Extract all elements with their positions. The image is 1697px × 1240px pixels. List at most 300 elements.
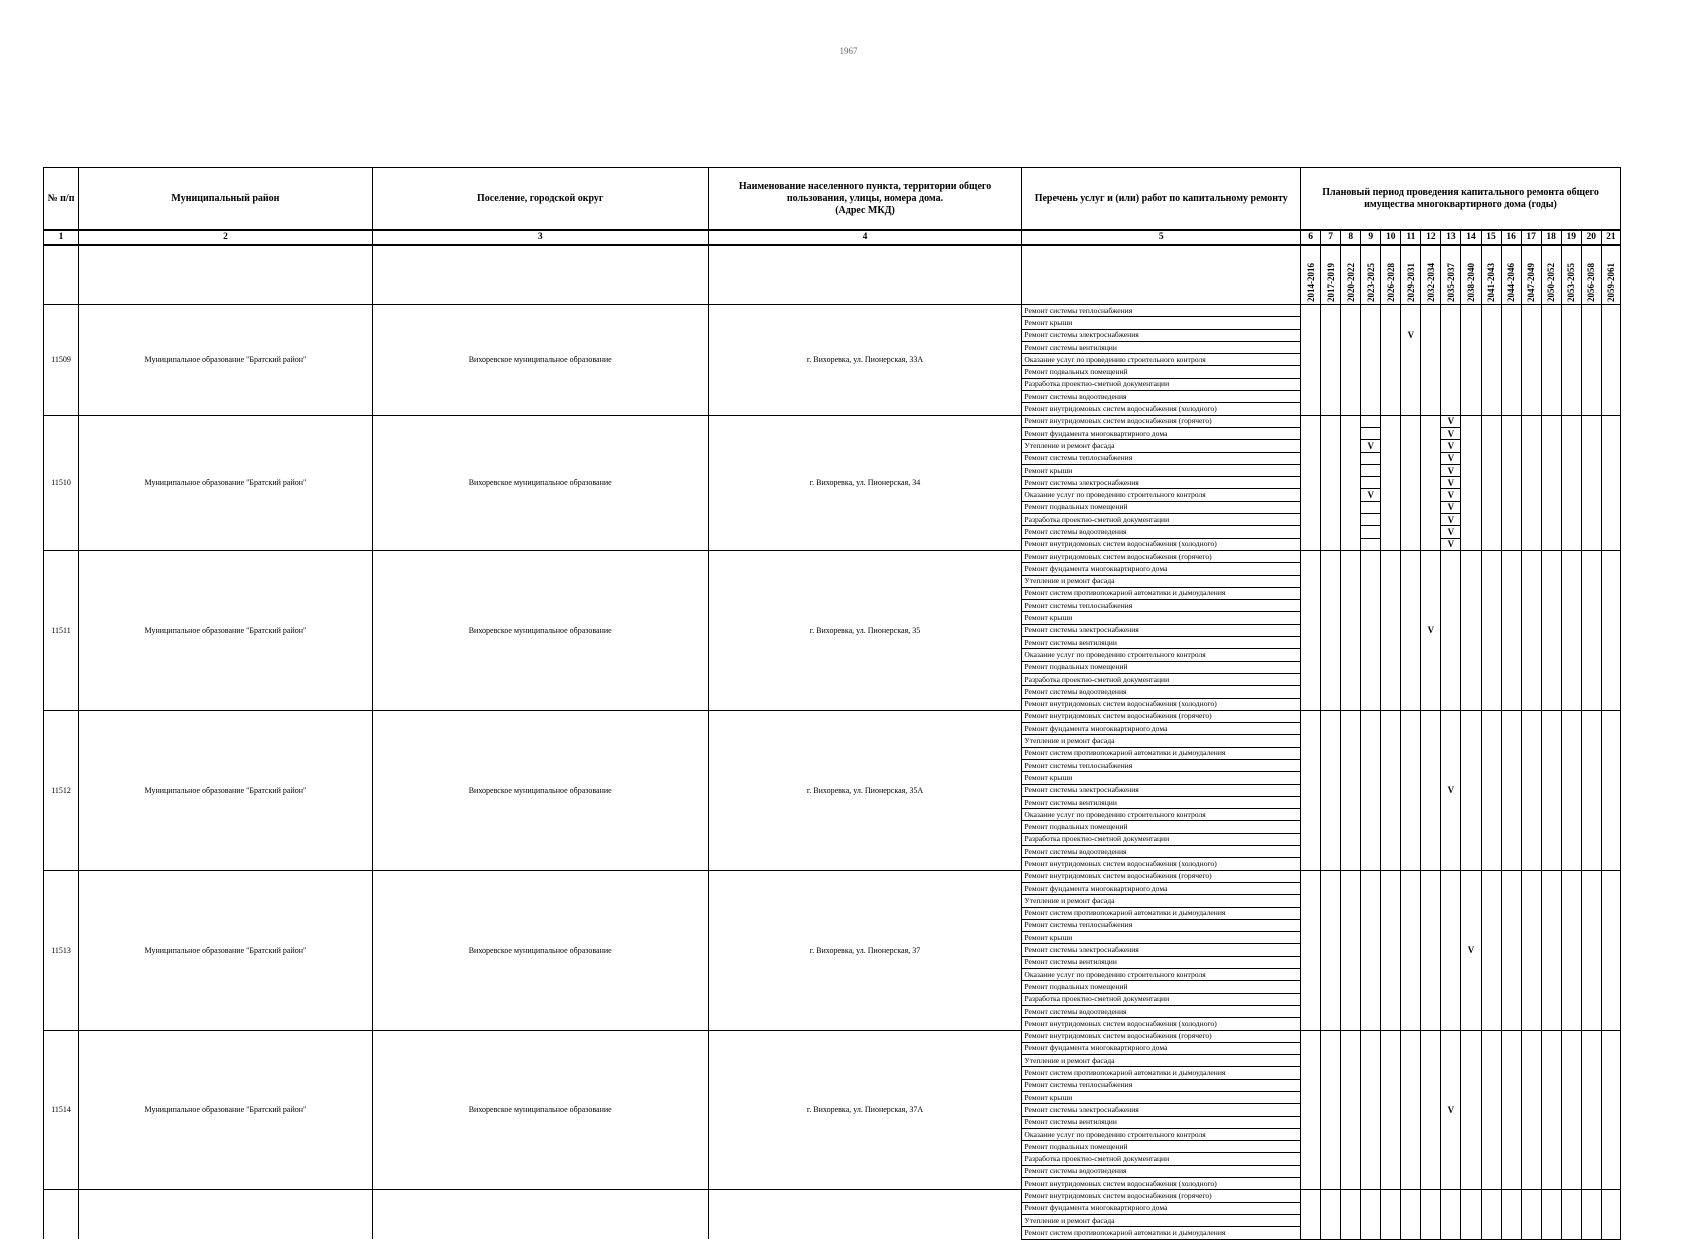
schedule-cell bbox=[1441, 1030, 1461, 1042]
schedule-cell bbox=[1421, 944, 1441, 956]
schedule-cell bbox=[1421, 772, 1441, 784]
schedule-cell bbox=[1481, 575, 1501, 587]
schedule-cell bbox=[1581, 882, 1601, 894]
schedule-cell bbox=[1341, 932, 1361, 944]
schedule-cell bbox=[1421, 1067, 1441, 1079]
repair-work-item: Оказание услуг по проведению строительного контроля bbox=[1022, 649, 1301, 661]
schedule-cell bbox=[1461, 329, 1481, 341]
schedule-cell bbox=[1501, 538, 1521, 550]
schedule-cell bbox=[1481, 833, 1501, 845]
schedule-cell bbox=[1401, 354, 1421, 366]
schedule-cell bbox=[1421, 477, 1441, 489]
schedule-cell bbox=[1461, 1042, 1481, 1054]
schedule-cell bbox=[1601, 575, 1620, 587]
schedule-cell bbox=[1461, 772, 1481, 784]
schedule-cell bbox=[1501, 1104, 1521, 1116]
schedule-cell bbox=[1521, 747, 1541, 759]
schedule-cell bbox=[1501, 1067, 1521, 1079]
schedule-cell bbox=[1501, 563, 1521, 575]
schedule-cell bbox=[1541, 833, 1561, 845]
schedule-cell bbox=[1421, 354, 1441, 366]
schedule-cell bbox=[1381, 1005, 1401, 1017]
schedule-cell bbox=[1401, 440, 1421, 452]
schedule-cell bbox=[1341, 514, 1361, 526]
schedule-cell bbox=[1541, 1165, 1561, 1177]
schedule-cell bbox=[1381, 969, 1401, 981]
schedule-cell bbox=[1501, 341, 1521, 353]
schedule-cell bbox=[1541, 1042, 1561, 1054]
schedule-cell bbox=[1581, 600, 1601, 612]
schedule-cell bbox=[1381, 415, 1401, 427]
schedule-cell bbox=[1561, 846, 1581, 858]
schedule-cell bbox=[1381, 1153, 1401, 1165]
schedule-cell bbox=[1321, 1165, 1341, 1177]
schedule-cell bbox=[1481, 1178, 1501, 1190]
schedule-cell bbox=[1381, 1067, 1401, 1079]
column-number: 16 bbox=[1501, 230, 1521, 245]
schedule-cell bbox=[1581, 415, 1601, 427]
schedule-cell bbox=[1481, 723, 1501, 735]
schedule-cell bbox=[1421, 624, 1441, 636]
schedule-cell bbox=[1301, 415, 1321, 427]
schedule-cell bbox=[1361, 1153, 1381, 1165]
schedule-cell bbox=[1321, 710, 1341, 722]
schedule-cell bbox=[1321, 895, 1341, 907]
schedule-cell bbox=[1381, 1104, 1401, 1116]
schedule-cell bbox=[1481, 587, 1501, 599]
schedule-cell bbox=[1461, 661, 1481, 673]
schedule-cell bbox=[1381, 661, 1401, 673]
schedule-cell bbox=[1461, 981, 1481, 993]
schedule-cell bbox=[1381, 956, 1401, 968]
repair-work-item: Ремонт системы теплоснабжения bbox=[1022, 759, 1301, 771]
schedule-cell bbox=[1601, 919, 1620, 931]
schedule-cell bbox=[1461, 673, 1481, 685]
schedule-cell bbox=[1401, 538, 1421, 550]
schedule-cell bbox=[1421, 698, 1441, 710]
schedule-cell bbox=[1341, 489, 1361, 501]
schedule-cell bbox=[1401, 341, 1421, 353]
page-number: 1967 bbox=[839, 46, 858, 56]
schedule-cell bbox=[1521, 538, 1541, 550]
schedule-cell bbox=[1361, 907, 1381, 919]
repair-work-item: Ремонт систем противопожарной автоматики и дымоудаления bbox=[1022, 907, 1301, 919]
schedule-cell bbox=[1461, 1005, 1481, 1017]
schedule-cell bbox=[1561, 477, 1581, 489]
schedule-cell bbox=[1521, 624, 1541, 636]
schedule-cell bbox=[1341, 1190, 1361, 1202]
schedule-cell bbox=[1321, 870, 1341, 882]
schedule-cell bbox=[1441, 526, 1461, 538]
schedule-cell bbox=[1341, 587, 1361, 599]
schedule-cell bbox=[1441, 1116, 1461, 1128]
repair-work-item: Ремонт внутридомовых систем водоснабжения (холодного) bbox=[1022, 538, 1301, 550]
repair-work-item: Разработка проектно-сметной документации bbox=[1022, 833, 1301, 845]
schedule-cell bbox=[1501, 1092, 1521, 1104]
schedule-cell bbox=[1321, 391, 1341, 403]
schedule-cell bbox=[1361, 526, 1381, 538]
schedule-cell bbox=[1321, 427, 1341, 439]
schedule-cell bbox=[1361, 341, 1381, 353]
schedule-cell bbox=[1341, 378, 1361, 390]
schedule-cell bbox=[1381, 895, 1401, 907]
schedule-cell bbox=[1481, 514, 1501, 526]
schedule-cell bbox=[1481, 1227, 1501, 1239]
schedule-cell bbox=[1561, 1202, 1581, 1214]
schedule-cell bbox=[1421, 575, 1441, 587]
schedule-cell bbox=[1301, 600, 1321, 612]
schedule-cell bbox=[1401, 600, 1421, 612]
schedule-cell bbox=[1561, 796, 1581, 808]
schedule-cell bbox=[1581, 563, 1601, 575]
repair-work-item: Утепление и ремонт фасада bbox=[1022, 1055, 1301, 1067]
schedule-cell bbox=[1421, 1018, 1441, 1030]
schedule-cell bbox=[1421, 329, 1441, 341]
column-number: 9 bbox=[1361, 230, 1381, 245]
schedule-cell bbox=[1441, 956, 1461, 968]
schedule-cell bbox=[1601, 1018, 1620, 1030]
schedule-cell bbox=[1601, 833, 1620, 845]
schedule-cell bbox=[1581, 1092, 1601, 1104]
schedule-cell bbox=[1521, 784, 1541, 796]
schedule-cell bbox=[1401, 710, 1421, 722]
schedule-cell bbox=[1581, 956, 1601, 968]
schedule-cell bbox=[1301, 858, 1321, 870]
schedule-cell bbox=[1441, 969, 1461, 981]
repair-work-item: Ремонт фундамента многоквартирного дома bbox=[1022, 723, 1301, 735]
schedule-cell bbox=[1501, 821, 1521, 833]
schedule-cell bbox=[1321, 969, 1341, 981]
schedule-cell bbox=[1361, 1141, 1381, 1153]
schedule-cell bbox=[1521, 698, 1541, 710]
schedule-cell bbox=[1301, 1190, 1321, 1202]
schedule-cell bbox=[1481, 1055, 1501, 1067]
schedule-cell bbox=[1561, 1128, 1581, 1140]
schedule-cell bbox=[1441, 784, 1461, 796]
schedule-cell bbox=[1581, 1018, 1601, 1030]
schedule-cell bbox=[1421, 1079, 1441, 1091]
schedule-cell bbox=[1581, 427, 1601, 439]
schedule-cell bbox=[1461, 1092, 1481, 1104]
schedule-cell bbox=[1341, 882, 1361, 894]
schedule-cell bbox=[1481, 747, 1501, 759]
schedule-cell bbox=[1561, 932, 1581, 944]
schedule-cell bbox=[1301, 305, 1321, 317]
year-period-label: 2053-2055 bbox=[1566, 263, 1577, 302]
schedule-cell bbox=[1401, 1141, 1421, 1153]
schedule-cell bbox=[1481, 526, 1501, 538]
schedule-cell bbox=[1581, 796, 1601, 808]
schedule-cell bbox=[1401, 1067, 1421, 1079]
header-address-line2: (Адрес МКД) bbox=[835, 204, 895, 216]
repair-work-item: Ремонт крыши bbox=[1022, 612, 1301, 624]
schedule-cell bbox=[1341, 735, 1361, 747]
schedule-cell bbox=[1541, 1202, 1561, 1214]
schedule-cell bbox=[1601, 944, 1620, 956]
schedule-cell bbox=[1401, 907, 1421, 919]
year-period-header bbox=[1521, 245, 1541, 305]
schedule-cell bbox=[1361, 1178, 1381, 1190]
schedule-cell bbox=[1601, 514, 1620, 526]
schedule-cell bbox=[1421, 1116, 1441, 1128]
repair-work-item: Разработка проектно-сметной документации bbox=[1022, 378, 1301, 390]
schedule-cell bbox=[1301, 563, 1321, 575]
schedule-cell bbox=[1601, 354, 1620, 366]
schedule-cell bbox=[1301, 538, 1321, 550]
schedule-cell bbox=[1321, 1030, 1341, 1042]
year-period-label: 2056-2058 bbox=[1586, 263, 1597, 302]
schedule-cell bbox=[1581, 354, 1601, 366]
column-number: 6 bbox=[1301, 230, 1321, 245]
repair-work-item: Ремонт внутридомовых систем водоснабжения (холодного) bbox=[1022, 1178, 1301, 1190]
schedule-cell bbox=[1421, 784, 1441, 796]
settlement-name: Вихоревское муниципальное образование bbox=[372, 870, 708, 1030]
schedule-cell bbox=[1541, 698, 1561, 710]
schedule-cell bbox=[1601, 735, 1620, 747]
schedule-cell bbox=[1561, 1018, 1581, 1030]
year-period-label: 2020-2022 bbox=[1345, 263, 1356, 302]
municipal-district: Муниципальное образование "Братский район" bbox=[79, 415, 373, 550]
schedule-cell bbox=[1461, 366, 1481, 378]
repair-work-item: Ремонт крыши bbox=[1022, 1092, 1301, 1104]
year-period-header bbox=[1561, 245, 1581, 305]
planned-mark: V bbox=[1447, 465, 1455, 476]
column-number: 3 bbox=[372, 230, 708, 245]
schedule-cell bbox=[1481, 1079, 1501, 1091]
schedule-cell bbox=[1521, 575, 1541, 587]
schedule-cell bbox=[1301, 698, 1321, 710]
schedule-cell bbox=[1361, 809, 1381, 821]
schedule-cell bbox=[1321, 341, 1341, 353]
schedule-cell bbox=[1381, 796, 1401, 808]
schedule-cell bbox=[1441, 624, 1461, 636]
schedule-cell bbox=[1381, 1178, 1401, 1190]
schedule-cell bbox=[1341, 919, 1361, 931]
schedule-cell bbox=[1561, 956, 1581, 968]
schedule-cell bbox=[1521, 1128, 1541, 1140]
schedule-cell bbox=[1541, 846, 1561, 858]
schedule-cell bbox=[1541, 1005, 1561, 1017]
schedule-cell bbox=[1541, 932, 1561, 944]
schedule-cell bbox=[1381, 723, 1401, 735]
schedule-cell bbox=[1401, 735, 1421, 747]
schedule-cell bbox=[1341, 1116, 1361, 1128]
schedule-cell bbox=[1481, 317, 1501, 329]
schedule-cell bbox=[1521, 686, 1541, 698]
schedule-cell bbox=[1361, 649, 1381, 661]
schedule-cell bbox=[1561, 1079, 1581, 1091]
year-period-header bbox=[1461, 245, 1481, 305]
schedule-cell bbox=[1361, 366, 1381, 378]
schedule-cell bbox=[1441, 846, 1461, 858]
schedule-cell bbox=[1401, 686, 1421, 698]
schedule-cell bbox=[1301, 723, 1321, 735]
year-period-header bbox=[1501, 245, 1521, 305]
schedule-cell bbox=[1581, 981, 1601, 993]
schedule-cell bbox=[1601, 772, 1620, 784]
schedule-cell bbox=[1441, 907, 1461, 919]
schedule-cell bbox=[1381, 550, 1401, 562]
schedule-cell bbox=[1341, 1055, 1361, 1067]
schedule-cell bbox=[1401, 514, 1421, 526]
schedule-cell bbox=[1501, 846, 1521, 858]
table-body bbox=[44, 305, 1621, 1240]
schedule-cell bbox=[1361, 477, 1381, 489]
schedule-cell bbox=[1601, 1202, 1620, 1214]
schedule-cell bbox=[1461, 686, 1481, 698]
schedule-cell bbox=[1541, 759, 1561, 771]
schedule-cell bbox=[1321, 464, 1341, 476]
settlement-name: Вихоревское муниципальное образование bbox=[372, 305, 708, 416]
schedule-cell bbox=[1421, 932, 1441, 944]
schedule-cell bbox=[1401, 1128, 1421, 1140]
schedule-cell bbox=[1341, 403, 1361, 415]
schedule-cell bbox=[1581, 317, 1601, 329]
schedule-cell bbox=[1541, 686, 1561, 698]
table-row bbox=[44, 415, 1621, 427]
schedule-cell bbox=[1381, 784, 1401, 796]
schedule-cell bbox=[1361, 1227, 1381, 1239]
schedule-cell bbox=[1541, 784, 1561, 796]
column-number: 15 bbox=[1481, 230, 1501, 245]
schedule-cell bbox=[1481, 784, 1501, 796]
schedule-cell bbox=[1421, 846, 1441, 858]
schedule-cell bbox=[1361, 1190, 1381, 1202]
schedule-cell bbox=[1361, 919, 1381, 931]
schedule-cell bbox=[1301, 882, 1321, 894]
year-blank-2 bbox=[79, 245, 373, 305]
schedule-cell bbox=[1561, 1092, 1581, 1104]
schedule-cell bbox=[1301, 981, 1321, 993]
schedule-cell bbox=[1521, 1178, 1541, 1190]
schedule-cell bbox=[1401, 673, 1421, 685]
schedule-cell bbox=[1461, 1128, 1481, 1140]
schedule-cell bbox=[1301, 833, 1321, 845]
schedule-cell bbox=[1501, 477, 1521, 489]
schedule-cell bbox=[1361, 1116, 1381, 1128]
schedule-cell bbox=[1401, 1092, 1421, 1104]
schedule-cell bbox=[1361, 489, 1381, 501]
column-number: 10 bbox=[1381, 230, 1401, 245]
schedule-cell bbox=[1401, 796, 1421, 808]
schedule-cell bbox=[1401, 649, 1421, 661]
schedule-cell bbox=[1321, 932, 1341, 944]
schedule-cell bbox=[1521, 833, 1541, 845]
municipal-district: Муниципальное образование "Братский район" bbox=[79, 710, 373, 870]
schedule-cell bbox=[1461, 784, 1481, 796]
repair-work-item: Разработка проектно-сметной документации bbox=[1022, 514, 1301, 526]
schedule-cell bbox=[1561, 366, 1581, 378]
schedule-cell bbox=[1541, 944, 1561, 956]
schedule-cell bbox=[1441, 366, 1461, 378]
schedule-cell bbox=[1401, 612, 1421, 624]
schedule-cell bbox=[1301, 846, 1321, 858]
schedule-cell bbox=[1421, 378, 1441, 390]
house-address bbox=[708, 1190, 1022, 1239]
schedule-cell bbox=[1461, 907, 1481, 919]
schedule-cell bbox=[1541, 821, 1561, 833]
schedule-cell bbox=[1561, 550, 1581, 562]
schedule-cell bbox=[1541, 649, 1561, 661]
schedule-cell bbox=[1341, 772, 1361, 784]
schedule-cell bbox=[1361, 575, 1381, 587]
year-period-header bbox=[1441, 245, 1461, 305]
schedule-cell bbox=[1421, 969, 1441, 981]
schedule-cell bbox=[1301, 759, 1321, 771]
schedule-cell bbox=[1421, 919, 1441, 931]
schedule-cell bbox=[1341, 563, 1361, 575]
schedule-cell bbox=[1381, 440, 1401, 452]
schedule-cell bbox=[1301, 624, 1321, 636]
schedule-cell bbox=[1561, 427, 1581, 439]
schedule-cell bbox=[1301, 1104, 1321, 1116]
header-planned-period: Плановый период проведения капитального ремонта общего имущества многоквартирного дома (годы) bbox=[1301, 168, 1621, 231]
schedule-cell bbox=[1461, 624, 1481, 636]
schedule-cell bbox=[1441, 821, 1461, 833]
schedule-cell bbox=[1521, 882, 1541, 894]
schedule-cell bbox=[1441, 772, 1461, 784]
schedule-cell bbox=[1361, 796, 1381, 808]
schedule-cell bbox=[1521, 341, 1541, 353]
schedule-cell bbox=[1341, 452, 1361, 464]
schedule-cell bbox=[1441, 661, 1461, 673]
schedule-cell bbox=[1501, 686, 1521, 698]
schedule-cell bbox=[1401, 1165, 1421, 1177]
municipal-district: Муниципальное образование "Братский район" bbox=[79, 305, 373, 416]
schedule-cell bbox=[1361, 661, 1381, 673]
schedule-cell bbox=[1521, 1141, 1541, 1153]
schedule-cell bbox=[1481, 489, 1501, 501]
schedule-cell bbox=[1541, 723, 1561, 735]
schedule-cell bbox=[1321, 1005, 1341, 1017]
schedule-cell bbox=[1581, 464, 1601, 476]
schedule-cell bbox=[1361, 329, 1381, 341]
schedule-cell bbox=[1301, 932, 1321, 944]
schedule-cell bbox=[1561, 624, 1581, 636]
schedule-cell bbox=[1501, 907, 1521, 919]
schedule-cell bbox=[1581, 329, 1601, 341]
schedule-cell bbox=[1461, 833, 1481, 845]
schedule-cell bbox=[1361, 427, 1381, 439]
schedule-cell bbox=[1481, 305, 1501, 317]
column-number: 13 bbox=[1441, 230, 1461, 245]
schedule-cell bbox=[1381, 1092, 1401, 1104]
schedule-cell bbox=[1581, 1116, 1601, 1128]
schedule-cell bbox=[1521, 1030, 1541, 1042]
schedule-cell bbox=[1581, 391, 1601, 403]
schedule-cell bbox=[1481, 1190, 1501, 1202]
schedule-cell bbox=[1601, 723, 1620, 735]
schedule-cell bbox=[1561, 1165, 1581, 1177]
schedule-cell bbox=[1301, 1005, 1321, 1017]
column-number: 14 bbox=[1461, 230, 1481, 245]
schedule-cell bbox=[1461, 501, 1481, 513]
schedule-cell bbox=[1361, 1018, 1381, 1030]
schedule-cell bbox=[1381, 305, 1401, 317]
schedule-cell bbox=[1441, 305, 1461, 317]
schedule-cell bbox=[1341, 1128, 1361, 1140]
schedule-cell bbox=[1481, 661, 1501, 673]
schedule-cell bbox=[1541, 317, 1561, 329]
column-number: 7 bbox=[1321, 230, 1341, 245]
schedule-cell bbox=[1461, 378, 1481, 390]
schedule-cell bbox=[1561, 870, 1581, 882]
repair-work-item: Ремонт системы электроснабжения bbox=[1022, 784, 1301, 796]
schedule-cell bbox=[1561, 354, 1581, 366]
schedule-cell bbox=[1601, 686, 1620, 698]
schedule-cell bbox=[1541, 1178, 1561, 1190]
schedule-cell bbox=[1361, 993, 1381, 1005]
